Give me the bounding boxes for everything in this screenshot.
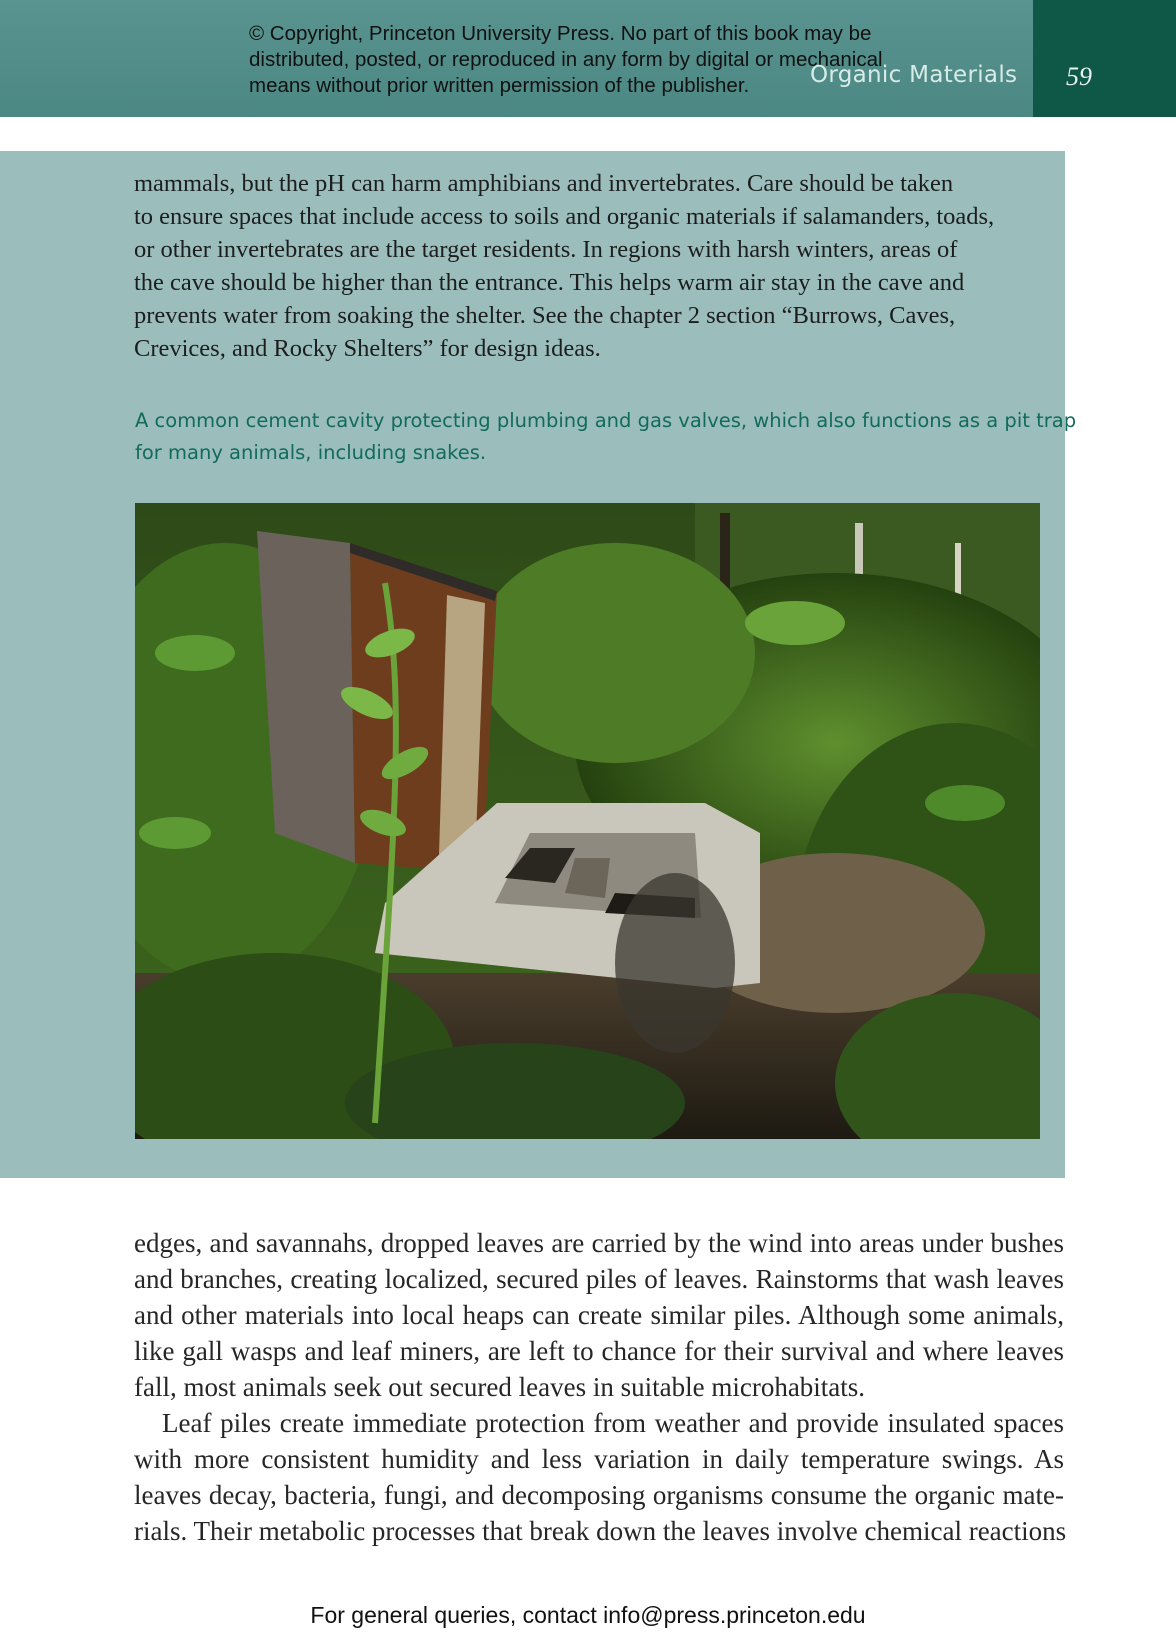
page-number: 59 (1066, 62, 1092, 91)
photo-caption (135, 405, 1077, 469)
sidebar-line: the cave should be higher than the entrance. This helps warm air stay in the cave and (134, 269, 965, 296)
body-line: and other materials into local heaps can create similar piles. Although some animals, (134, 1300, 1064, 1330)
caption-line: for many animals, including snakes. (135, 441, 487, 464)
page-number-tab (1033, 0, 1176, 117)
body-text (134, 1225, 1067, 1549)
caption-line: A common cement cavity protecting plumbing and gas valves, which also functions as a pit trap (135, 409, 1077, 432)
copyright-line: distributed, posted, or reproduced in any form by digital or mechanical (249, 48, 883, 71)
sidebar-line: or other invertebrates are the target residents. In regions with harsh winters, areas of (134, 236, 958, 263)
sidebar-line: mammals, but the pH can harm amphibians and invertebrates. Care should be taken (134, 170, 954, 197)
sidebar-paragraph (134, 167, 1034, 365)
body-line: and branches, creating localized, secured piles of leaves. Rainstorms that wash leaves (134, 1264, 1064, 1294)
photo-cement-cavity (135, 503, 1040, 1139)
copyright-line: means without prior written permission of the publisher. (249, 74, 750, 97)
page-header-band (0, 0, 1176, 117)
body-line: edges, and savannahs, dropped leaves are carried by the wind into areas under bushes (134, 1228, 1064, 1258)
sidebar-line: prevents water from soaking the shelter. See the chapter 2 section “Burrows, Caves, (134, 302, 956, 329)
sidebar-line: Crevices, and Rocky Shelters” for design ideas. (134, 335, 601, 362)
body-line: with more consistent humidity and less variation in daily temperature swings. As (134, 1444, 1064, 1474)
footer-contact: For general queries, contact info@press.princeton.edu (310, 1602, 866, 1628)
sidebar-line: to ensure spaces that include access to soils and organic materials if salamanders, toads, (134, 203, 995, 230)
body-line: Leaf piles create immediate protection from weather and provide insulated spaces (162, 1408, 1064, 1438)
body-line: rials. Their metabolic processes that break down the leaves involve chemical reactions (134, 1516, 1067, 1546)
copyright-line: © Copyright, Princeton University Press. No part of this book may be (249, 22, 872, 45)
body-line: like gall wasps and leaf miners, are left to chance for their survival and where leaves (134, 1336, 1064, 1366)
body-line: fall, most animals seek out secured leaves in suitable microhabitats. (134, 1372, 866, 1402)
photo-illustration (135, 503, 1040, 1139)
body-line: leaves decay, bacteria, fungi, and decomposing organisms consume the organic mate- (134, 1480, 1064, 1510)
running-head: Organic Materials (810, 62, 1018, 88)
